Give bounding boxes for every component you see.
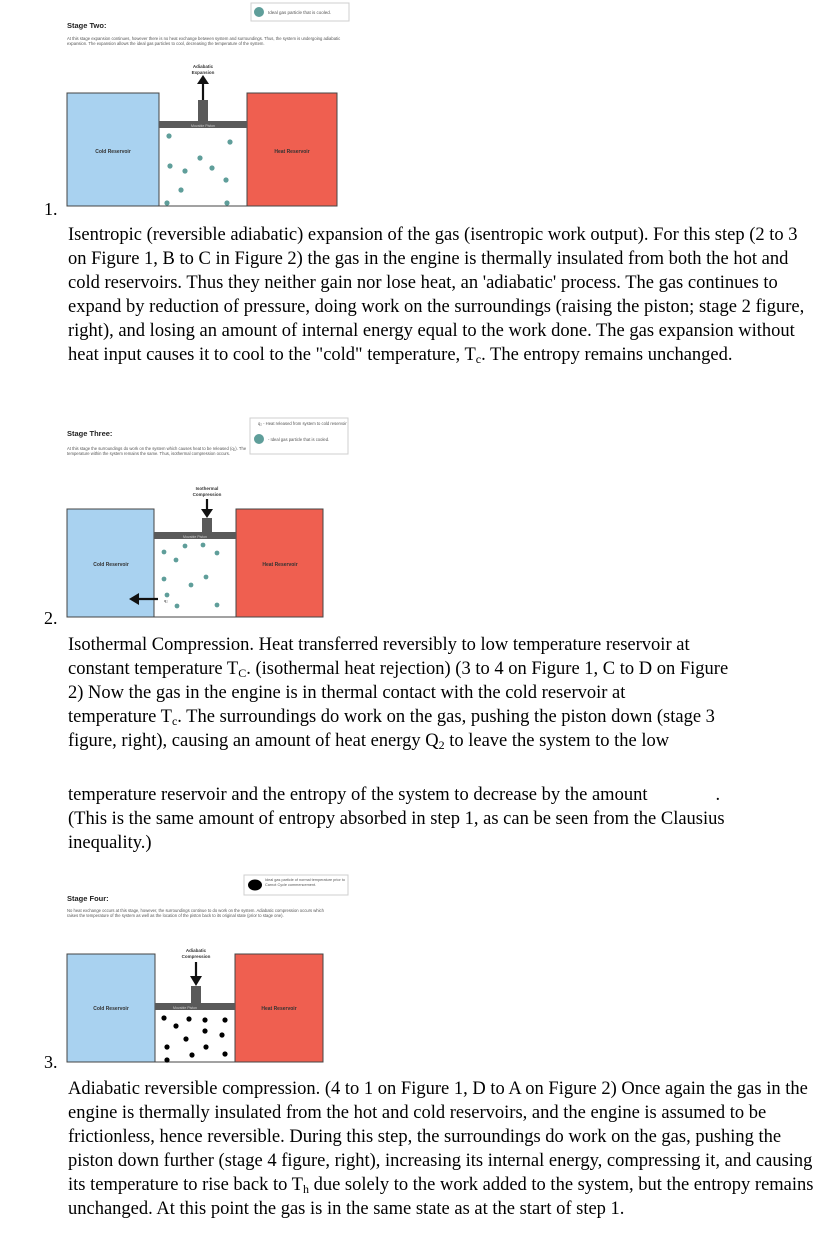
- legend-text: Ideal gas particle that is cooled.: [268, 10, 332, 15]
- paragraph-text: Adiabatic reversible compression. (4 to 1 on Figure 1, D to A on Figure 2) Once again the gas in the engine is thermally insulated from the hot and cold reservoirs, and the engine is assumed to be frictionless, hence reversible. During this step, the surroundings do work on the gas, pushing the piston down further (stage 4 figure, right), increasing its internal energy, compressing it, and causing its temperature to rise back to T: [68, 1079, 813, 1195]
- paragraph-line: Isothermal Compression. Heat transferred reversibly to low temperature reservoir at: [68, 635, 690, 655]
- arrow-label-bottom: Expansion: [191, 70, 215, 75]
- stage-two-figure: [63, 0, 353, 212]
- cold-reservoir-label: Cold Reservoir: [93, 562, 129, 568]
- cold-reservoir-label: Cold Reservoir: [95, 149, 131, 155]
- piston-rod: [198, 100, 208, 122]
- piston-label: Movable Piston: [191, 124, 215, 128]
- stage-description: At this stage the surroundings do work on the system which causes heat to be released (q₂). The temperature within the system remains the same. Thus, isothermal compression occurs.: [67, 446, 247, 457]
- heat-label: q₂: [164, 598, 168, 603]
- step-paragraph: [68, 1077, 816, 1221]
- cooled-particle-legend-icon: [254, 434, 264, 444]
- arrow-label-top: Adiabatic: [185, 948, 207, 953]
- stage-description: No heat exchange occurs at this stage, however, the surroundings continue to do work on the system. Adiabatic compression occurs which raises the temperature of the system as well as the location of the piston back to its original state (prior to stage one).: [67, 908, 324, 919]
- down-arrow-icon: [190, 976, 202, 986]
- subscript: C: [238, 666, 247, 680]
- subscript: c: [171, 714, 178, 728]
- paragraph-line: inequality.): [68, 833, 152, 853]
- paragraph-line: temperature reservoir and the entropy of the system to decrease by the amount .: [68, 785, 721, 805]
- paragraph-line: figure, right), causing an amount of heat energy $Q_2$ to leave the system to the low: [68, 731, 670, 752]
- step-paragraph: [68, 223, 816, 367]
- cold-reservoir-label: Cold Reservoir: [93, 1006, 129, 1012]
- stage-four-figure: [63, 870, 353, 1065]
- stage-title: Stage Two:: [67, 21, 107, 30]
- list-number: 3.: [44, 1052, 58, 1072]
- legend-text: Ideal gas particle of normal temperature prior to Carnot Cycle commencement.: [265, 878, 345, 887]
- cooled-particle-legend-icon: [254, 7, 264, 17]
- heat-reservoir-label: Heat Reservoir: [261, 1006, 297, 1012]
- piston-label: Movable Piston: [183, 535, 207, 539]
- piston-label: Movable Piston: [173, 1006, 197, 1010]
- step-paragraph: [68, 633, 816, 855]
- list-number: 1.: [44, 199, 58, 219]
- subscript: 2: [438, 738, 445, 752]
- heat-reservoir-label: Heat Reservoir: [262, 562, 298, 568]
- list-number: 2.: [44, 608, 58, 628]
- paragraph-text: due solely to the work added to the system, but the entropy remains unchanged. At this point the gas is in the same state as at the start of step 1.: [68, 1175, 814, 1219]
- normal-particle-legend-icon: [248, 880, 262, 891]
- down-arrow-icon: [201, 509, 213, 518]
- legend-text: - Ideal gas particle that is cooled.: [268, 437, 330, 442]
- stage-title: Stage Four:: [67, 894, 109, 903]
- arrow-label-bottom: Compression: [181, 954, 211, 959]
- paragraph-line: temperature $T_c$. The surroundings do work on the gas, pushing the piston down (stage 3: [68, 707, 715, 728]
- paragraph-line: (This is the same amount of entropy absorbed in step 1, as can be seen from the Clausius: [68, 809, 725, 829]
- stage-title: Stage Three:: [67, 429, 113, 438]
- legend-text: q₂ - Heat released from system to cold reservoir: [258, 421, 347, 426]
- paragraph-text: Isentropic (reversible adiabatic) expansion of the gas (isentropic work output). For this step (2 to 3 on Figure 1, B to C in Figure 2) the gas in the engine is thermally insulated from both the hot and cold reservoirs. Thus they neither gain nor lose heat, an 'adiabatic' process. The gas continues to expand by reduction of pressure, doing work on the surroundings (raising the piston; stage 2 figure, right), and losing an amount of internal energy equal to the work done. The gas expansion without heat input causes it to cool to the "cold" temperature, T: [68, 225, 805, 365]
- gas-chamber: [154, 533, 236, 617]
- up-arrow-icon: [197, 75, 209, 84]
- paragraph-line: constant temperature $T_C$. (isothermal heat rejection) (3 to 4 on Figure 1, C to D on Figure: [68, 659, 729, 680]
- subscript: c: [475, 352, 482, 366]
- gas-chamber: [159, 122, 247, 206]
- paragraph-line: 2) Now the gas in the engine is in thermal contact with the cold reservoir at: [68, 683, 626, 703]
- arrow-label-bottom: Compression: [192, 492, 222, 497]
- arrow-label-top: Isothermal: [195, 486, 219, 491]
- subscript: h: [302, 1182, 309, 1196]
- arrow-label-top: Adiabatic: [192, 64, 214, 69]
- stage-description: At this stage expansion continues, however there is no heat exchange between system and surroundings. Thus, the system is undergoing adiabatic expansion. The expansion allows the ideal gas particles to cool, decreasing the temperature of the system.: [67, 36, 341, 47]
- heat-reservoir-label: Heat Reservoir: [274, 149, 310, 155]
- paragraph-text: . The entropy remains unchanged.: [481, 345, 733, 365]
- piston-rod: [202, 518, 212, 534]
- stage-three-figure: [63, 415, 353, 620]
